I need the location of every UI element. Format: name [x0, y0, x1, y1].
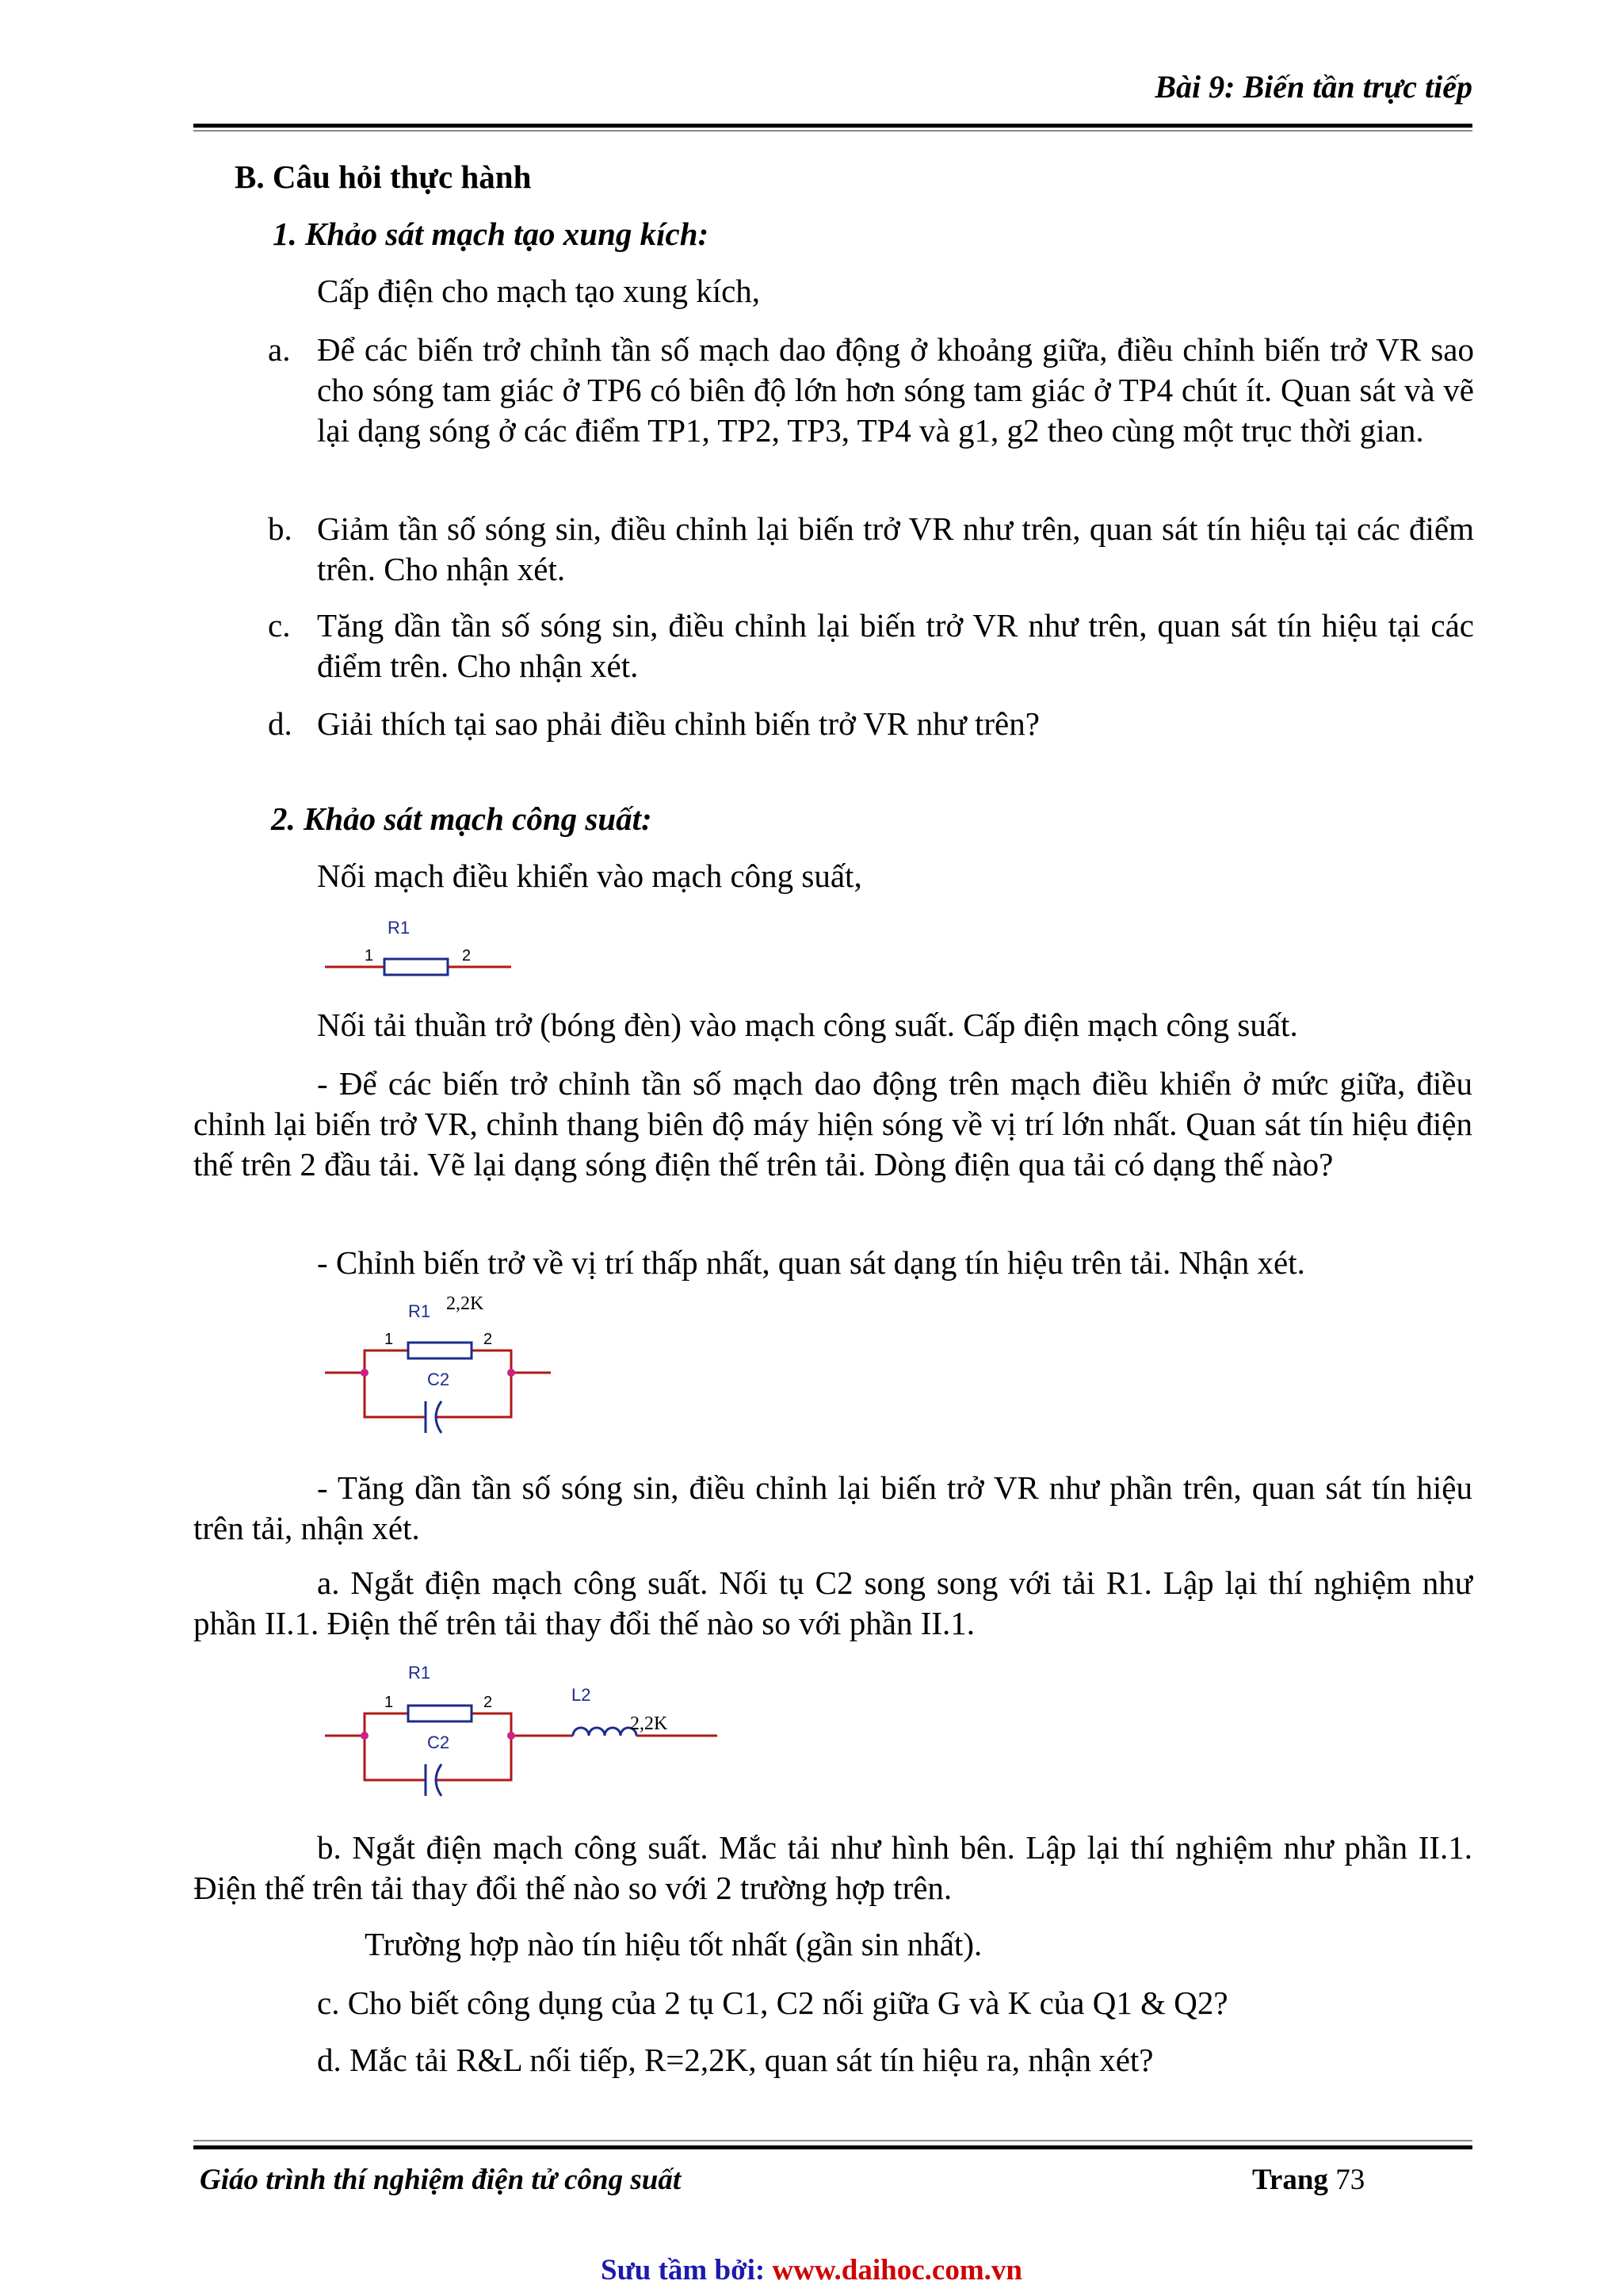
paragraph-2: - Chỉnh biến trở về vị trí thấp nhất, quan sát dạng tín hiệu trên tải. Nhận xét.	[317, 1244, 1305, 1281]
page-number-value: 73	[1335, 2164, 1365, 2196]
wire	[365, 1373, 426, 1417]
resistor-ref: R1	[408, 1301, 431, 1321]
chapter-title: Bài 9: Biến tần trực tiếp	[1155, 69, 1472, 105]
resistor-ref: R1	[388, 918, 411, 938]
paragraph-b: b. Ngắt điện mạch công suất. Mắc tải như hình bên. Lập lại thí nghiệm như phần II.1. Điện thế trên tải thay đổi thế nào so với 2 trường hợp trên.	[193, 1829, 1472, 1906]
rlc-circuit-diagram	[321, 1661, 733, 1804]
junction-dot	[361, 1369, 369, 1377]
load-text: Nối tải thuần trở (bóng đèn) vào mạch công suất. Cấp điện mạch công suất.	[317, 1007, 1298, 1043]
wire	[365, 1350, 408, 1373]
item-b-label: b.	[268, 510, 292, 547]
page-label: Trang	[1252, 2164, 1328, 2196]
resistor-symbol	[384, 959, 448, 975]
pin-2-label: 2	[483, 1331, 493, 1348]
wire	[365, 1713, 408, 1736]
section-b-heading: B. Câu hỏi thực hành	[235, 159, 532, 195]
inductor-ref: L2	[571, 1685, 591, 1705]
paragraph-d: d. Mắc tải R&L nối tiếp, R=2,2K, quan sát tín hiệu ra, nhận xét?	[317, 2042, 1154, 2078]
part2-heading: 2. Khảo sát mạch công suất:	[271, 800, 652, 837]
item-c-label: c.	[268, 607, 291, 644]
resistor-ref: R1	[408, 1663, 431, 1683]
resistor-value: 2,2K	[446, 1293, 484, 1314]
resistor-circuit-diagram	[321, 918, 519, 981]
footer-rule-thick	[193, 2145, 1472, 2149]
paragraph-a: a. Ngắt điện mạch công suất. Nối tụ C2 song song với tải R1. Lập lại thí nghiệm như phần II.1. Điện thế trên tải thay đổi thế nào so với phần II.1.	[193, 1564, 1472, 1641]
capacitor-ref: C2	[427, 1733, 450, 1752]
paragraph-b2: Trường hợp nào tín hiệu tốt nhất (gần sin nhất).	[365, 1926, 983, 1962]
junction-dot	[507, 1369, 515, 1377]
wire	[472, 1350, 511, 1373]
wire	[472, 1713, 511, 1736]
resistor-symbol	[408, 1343, 472, 1358]
wire	[365, 1736, 426, 1780]
inductor-value: 2,2K	[630, 1713, 668, 1734]
item-a-text: Để các biến trở chỉnh tần số mạch dao động ở khoảng giữa, điều chỉnh biến trở VR sao cho sóng tam giác ở TP6 có biên độ lớn hơn sóng tam giác ở TP4 chút ít. Quan sát và vẽ lại dạng sóng ở các điểm TP1, TP2, TP3, TP4 và g1, g2 theo cùng một trục thời gian.	[317, 331, 1474, 449]
pin-2-label: 2	[483, 1694, 493, 1711]
part2-intro: Nối mạch điều khiển vào mạch công suất,	[317, 858, 862, 894]
item-c-text: Tăng dần tần số sóng sin, điều chỉnh lại biến trở VR như trên, quan sát tín hiệu tại các điểm trên. Cho nhận xét.	[317, 607, 1474, 684]
item-d-text: Giải thích tại sao phải điều chỉnh biến trở VR như trên?	[317, 705, 1040, 742]
part1-intro: Cấp điện cho mạch tạo xung kích,	[317, 273, 761, 309]
pin-2-label: 2	[462, 947, 472, 965]
part1-heading: 1. Khảo sát mạch tạo xung kích:	[273, 216, 709, 252]
junction-dot	[361, 1732, 369, 1740]
source-credit	[0, 2253, 1623, 2287]
item-d-label: d.	[268, 705, 292, 742]
resistor-symbol	[408, 1706, 472, 1721]
credit-label: Sưu tầm bởi:	[601, 2254, 766, 2286]
pin-1-label: 1	[384, 1331, 394, 1348]
header-rule-thick	[193, 124, 1472, 128]
inductor-symbol	[573, 1728, 636, 1736]
pin-1-label: 1	[365, 947, 374, 965]
pin-1-label: 1	[384, 1694, 394, 1711]
credit-link[interactable]: www.daihoc.com.vn	[772, 2254, 1022, 2286]
header-rule-thin	[193, 130, 1472, 132]
footer-book-title: Giáo trình thí nghiệm điện tử công suất	[200, 2164, 682, 2196]
paragraph-1: - Để các biến trở chỉnh tần số mạch dao động trên mạch điều khiển ở mức giữa, điều chỉnh lại biến trở VR, chỉnh thang biên độ máy hiện sóng về vị trí lớn nhất. Quan sát tín hiệu điện thế trên 2 đầu tải. Vẽ lại dạng sóng điện thế trên tải. Dòng điện qua tải có dạng thế nào?	[193, 1065, 1472, 1182]
rc-parallel-circuit-diagram	[321, 1293, 567, 1436]
page-number	[1252, 2163, 1365, 2197]
item-b-text: Giảm tần số sóng sin, điều chỉnh lại biến trở VR như trên, quan sát tín hiệu tại các điểm trên. Cho nhận xét.	[317, 510, 1474, 587]
junction-dot	[507, 1732, 515, 1740]
capacitor-ref: C2	[427, 1370, 450, 1389]
paragraph-3: - Tăng dần tần số sóng sin, điều chỉnh lại biến trở VR như phần trên, quan sát tín hiệu trên tải, nhận xét.	[193, 1469, 1472, 1546]
paragraph-c: c. Cho biết công dụng của 2 tụ C1, C2 nối giữa G và K của Q1 & Q2?	[317, 1985, 1228, 2021]
footer-rule-thin	[193, 2140, 1472, 2141]
item-a-label: a.	[268, 331, 291, 368]
